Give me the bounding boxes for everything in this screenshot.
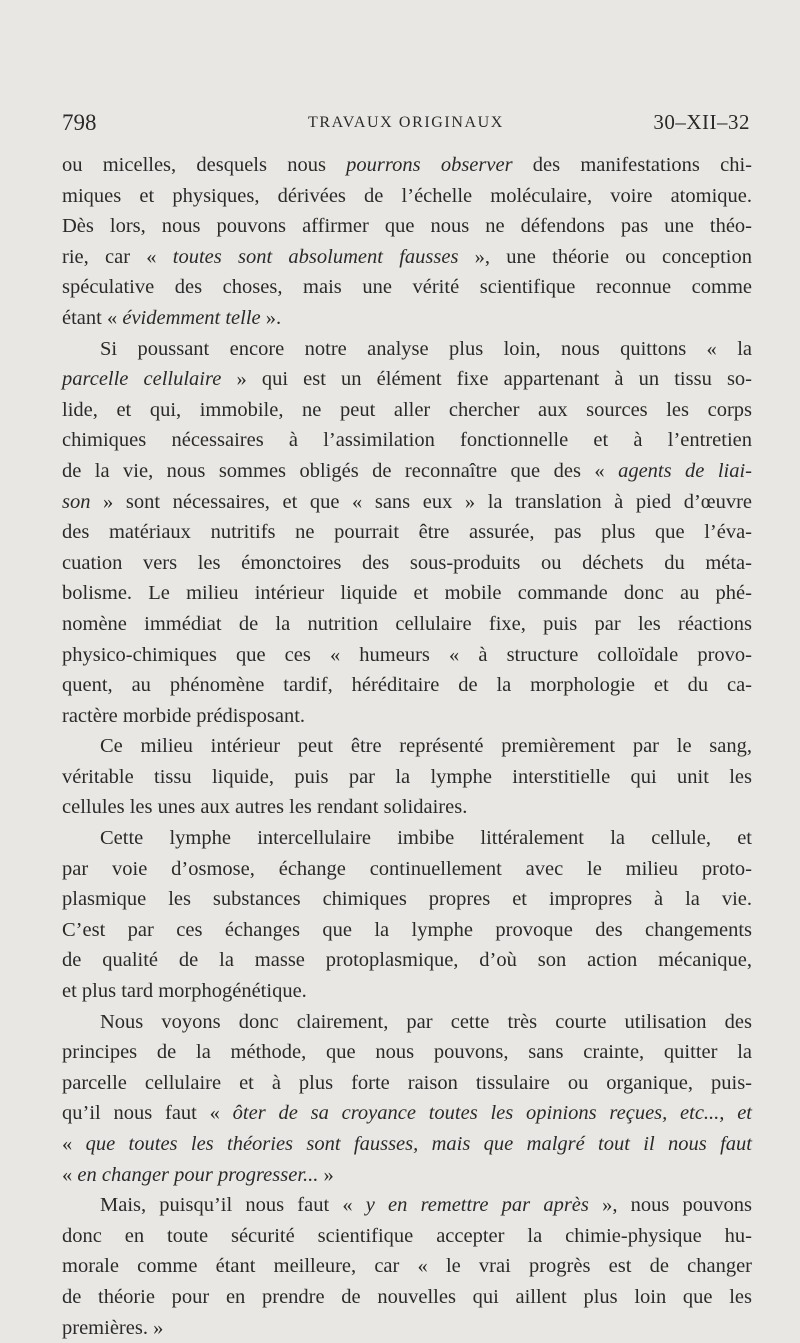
text-line [62, 762, 752, 793]
text-segment: physico-chimiques que ces « humeurs « à structure colloïdale provo- [62, 643, 752, 666]
text-segment: ou micelles, desquels nous [62, 154, 347, 176]
text-line [62, 303, 752, 334]
text-segment: ». [260, 306, 282, 329]
italic-text: toutes sont absolument fausses [172, 245, 459, 268]
text-line [62, 945, 752, 976]
text-segment: cellules les unes aux autres les rendant solidaires. [62, 796, 468, 819]
text-line [62, 517, 752, 548]
body-text [62, 150, 752, 1343]
page-header [62, 110, 750, 144]
text-segment: Ce milieu intérieur peut être représenté premièrement par le sang, [100, 735, 752, 758]
text-line [62, 181, 752, 212]
text-segment: et plus tard morphogénétique. [62, 980, 307, 1003]
italic-text: parcelle cellulaire [62, 368, 222, 391]
italic-text: en changer pour progresser... [77, 1163, 319, 1186]
text-segment: », nous pouvons [588, 1194, 753, 1217]
text-segment: Dès lors, nous pouvons affirmer que nous ne défendons pas une théo- [62, 215, 752, 238]
text-segment: bolisme. Le milieu intérieur liquide et mobile commande donc au phé- [62, 582, 752, 605]
text-line [62, 854, 752, 885]
text-line [62, 670, 752, 701]
text-segment: étant « [62, 306, 123, 329]
text-segment: « [62, 1163, 78, 1186]
text-segment: », une théorie ou conception [458, 245, 752, 268]
text-line [62, 1251, 752, 1282]
text-line [62, 150, 752, 181]
issue-date: 30–XII–32 [653, 110, 750, 134]
text-segment: lide, et qui, immobile, ne peut aller chercher aux sources les corps [62, 398, 752, 421]
text-segment: quent, au phénomène tardif, héréditaire de la morphologie et du ca- [62, 674, 752, 697]
text-line [62, 609, 752, 640]
text-segment: de théorie pour en prendre de nouvelles qui aillent plus loin que les [62, 1285, 752, 1308]
text-line [62, 334, 752, 365]
text-segment: spéculative des choses, mais une vérité scientifique reconnue comme [62, 276, 752, 299]
text-line [62, 884, 752, 915]
text-segment: chimiques nécessaires à l’assimilation fonctionnelle et à l’entretien [62, 429, 752, 452]
text-line [62, 456, 752, 487]
text-line [62, 242, 752, 273]
italic-text: évidemment telle [122, 306, 261, 329]
text-line [62, 1313, 752, 1343]
text-segment: » [318, 1163, 334, 1186]
text-line [62, 1221, 752, 1252]
text-line [62, 364, 752, 395]
text-line [62, 1098, 752, 1129]
text-segment: par voie d’osmose, échange continuellement avec le milieu proto- [62, 857, 752, 880]
text-segment: morale comme étant meilleure, car « le vrai progrès est de changer [62, 1255, 752, 1278]
text-segment: qu’il nous faut « [62, 1102, 233, 1125]
text-segment: nomène immédiat de la nutrition cellulaire fixe, puis par les réactions [62, 612, 752, 635]
text-line [62, 1160, 752, 1191]
text-line [62, 1007, 752, 1038]
text-line [62, 578, 752, 609]
italic-text: agents de liai- [618, 459, 752, 482]
text-segment: Mais, puisqu’il nous faut « [100, 1194, 366, 1217]
italic-text: que toutes les théories sont fausses, mais que malgré tout il nous faut [85, 1133, 753, 1155]
text-segment: ractère morbide prédisposant. [62, 704, 306, 727]
text-line [62, 701, 752, 732]
italic-text: y en remettre par après [365, 1194, 589, 1217]
text-line [62, 915, 752, 946]
italic-text: son [62, 490, 91, 513]
text-segment: Cette lymphe intercellulaire imbibe littéralement la cellule, et [100, 827, 752, 850]
italic-text: pourrons observer [346, 154, 513, 176]
text-line [62, 731, 752, 762]
text-segment: miques et physiques, dérivées de l’échelle moléculaire, voire atomique. [62, 184, 752, 207]
text-line [62, 640, 752, 671]
text-segment: de qualité de la masse protoplasmique, d’où son action mécanique, [62, 949, 752, 972]
text-line [62, 1037, 752, 1068]
text-line [62, 425, 752, 456]
text-line [62, 1129, 752, 1160]
text-segment: plasmique les substances chimiques propres et impropres à la vie. [62, 888, 752, 911]
text-segment: donc en toute sécurité scientifique accepter la chimie-physique hu- [62, 1224, 752, 1247]
text-segment: Nous voyons donc clairement, par cette très courte utilisation des [100, 1010, 752, 1033]
text-segment: des manifestations chi- [512, 154, 752, 176]
text-segment: Si poussant encore notre analyse plus loin, nous quittons « la [100, 337, 752, 360]
text-line [62, 1282, 752, 1313]
text-line [62, 211, 752, 242]
running-title: TRAVAUX ORIGINAUX [308, 114, 504, 131]
text-segment: » sont nécessaires, et que « sans eux » la translation à pied d’œuvre [90, 490, 752, 513]
text-line [62, 823, 752, 854]
text-segment: « [62, 1133, 86, 1155]
text-segment: parcelle cellulaire et à plus forte raison tissulaire ou organique, puis- [62, 1071, 752, 1094]
text-line [62, 1190, 752, 1221]
text-line [62, 272, 752, 303]
text-segment: premières. » [62, 1316, 164, 1339]
italic-text: ôter de sa croyance toutes les opinions reçues, etc..., et [232, 1102, 753, 1125]
text-segment: de la vie, nous sommes obligés de reconnaître que des « [62, 459, 619, 482]
text-line [62, 792, 752, 823]
text-line [62, 395, 752, 426]
text-segment: principes de la méthode, que nous pouvons, sans crainte, quitter la [62, 1041, 752, 1064]
text-segment: des matériaux nutritifs ne pourrait être assurée, pas plus que l’éva- [62, 521, 752, 544]
text-segment: C’est par ces échanges que la lymphe provoque des changements [62, 918, 752, 941]
text-line [62, 1068, 752, 1099]
text-line [62, 976, 752, 1007]
text-segment: véritable tissu liquide, puis par la lymphe interstitielle qui unit les [62, 765, 752, 788]
text-segment: cuation vers les émonctoires des sous-produits ou déchets du méta- [62, 551, 752, 574]
text-segment: » qui est un élément fixe appartenant à un tissu so- [221, 368, 752, 391]
text-segment: rie, car « [62, 245, 173, 268]
text-line [62, 487, 752, 518]
page-number: 798 [62, 110, 97, 135]
text-line [62, 548, 752, 579]
